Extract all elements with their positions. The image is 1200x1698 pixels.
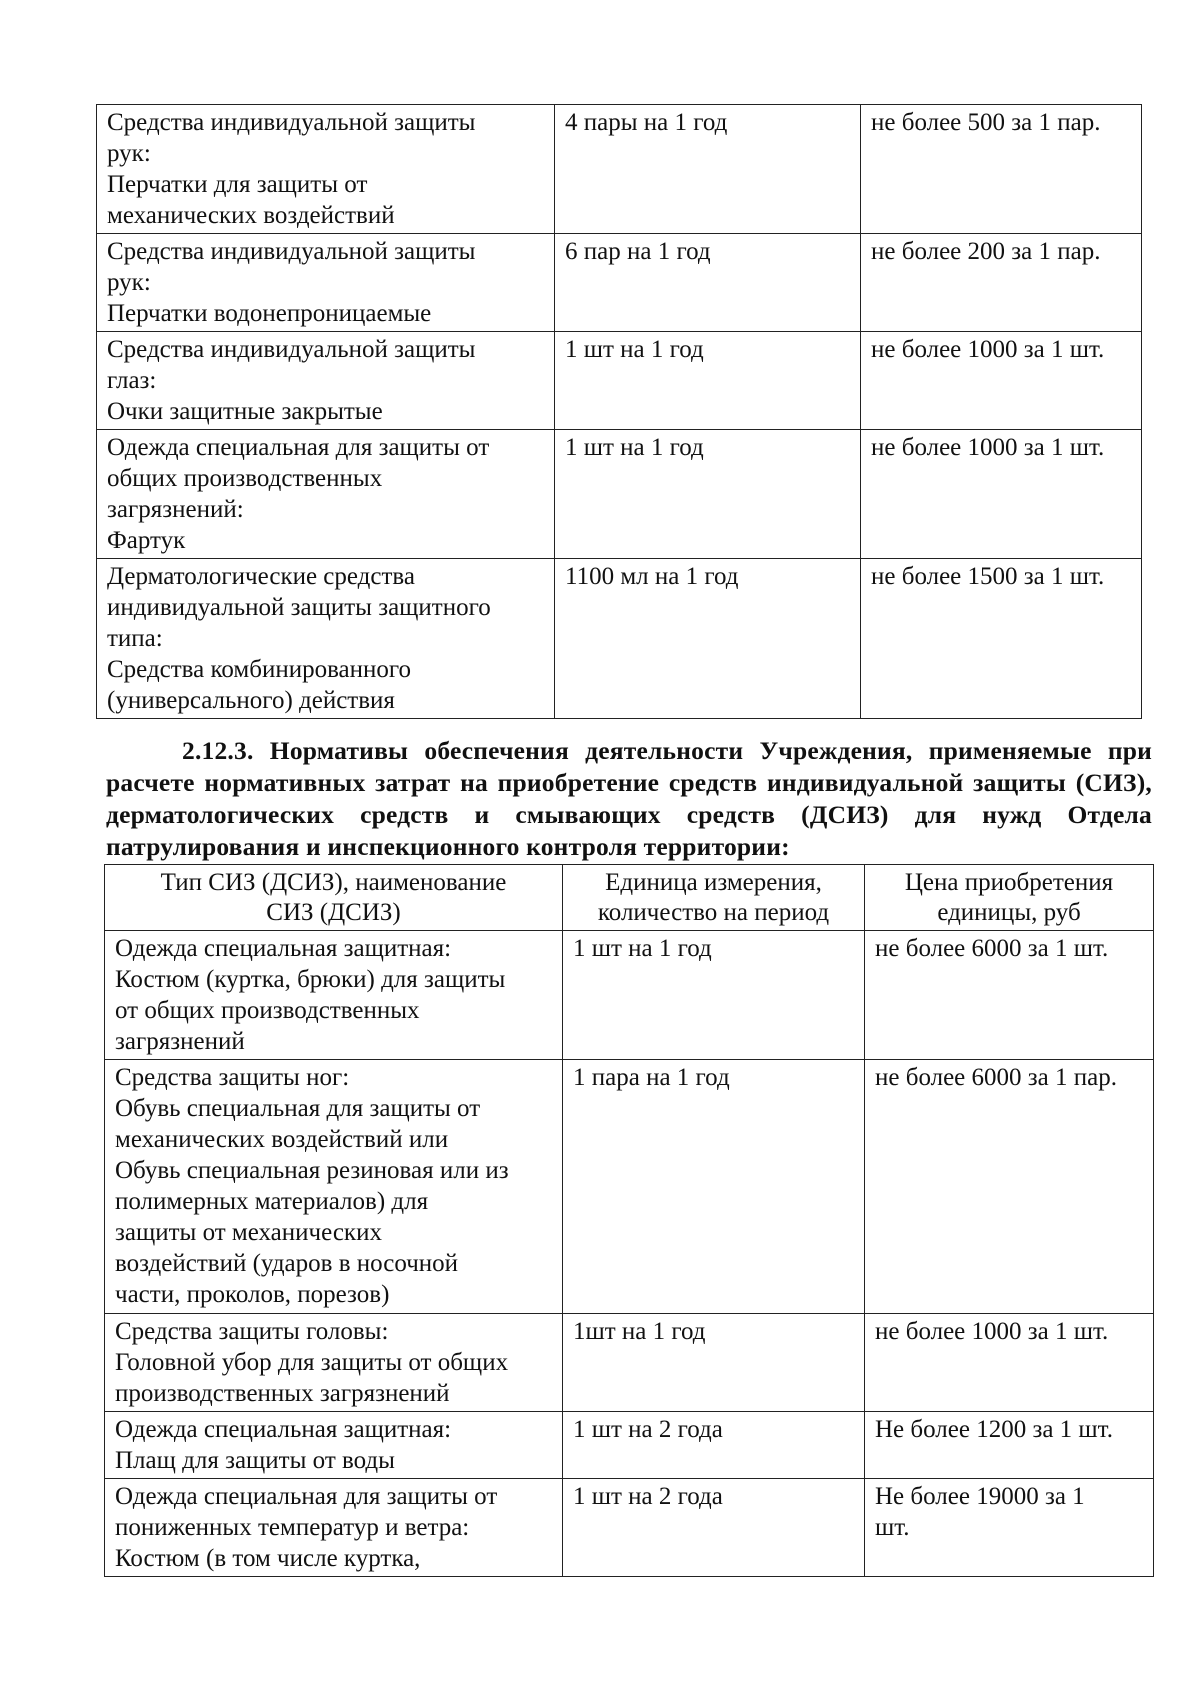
- cell-line: защиты от механических: [115, 1219, 382, 1246]
- price-cell: [865, 1479, 1154, 1577]
- cell-line: Перчатки для защиты от: [107, 171, 368, 198]
- price-cell: не более 500 за 1 пар.: [861, 105, 1142, 234]
- siz-type-cell: [97, 332, 555, 430]
- section-number: 2.12.3.: [182, 736, 254, 765]
- cell-line: загрязнений: [115, 1028, 245, 1055]
- cell-line: рук:: [107, 140, 151, 167]
- quantity-cell: 1 шт на 1 год: [555, 430, 861, 559]
- cell-line: Плащ для защиты от воды: [115, 1447, 395, 1474]
- header-line: Единица измерения,: [605, 868, 822, 896]
- quantity-cell: 1 шт на 2 года: [563, 1479, 865, 1577]
- table-row: [97, 559, 1142, 719]
- siz-norms-table: [104, 864, 1154, 1577]
- table-row: [105, 1314, 1154, 1412]
- table-row: [97, 105, 1142, 234]
- cell-line: Дерматологические средства: [107, 563, 415, 590]
- quantity-cell: 4 пары на 1 год: [555, 105, 861, 234]
- table-row: [105, 1479, 1154, 1577]
- cell-line: пониженных температур и ветра:: [115, 1514, 470, 1541]
- siz-type-cell: [97, 430, 555, 559]
- cell-line: Обувь специальная для защиты от: [115, 1095, 481, 1122]
- cell-line: общих производственных: [107, 465, 383, 492]
- table-row: [105, 1412, 1154, 1479]
- cell-line: Не более 19000 за 1: [875, 1483, 1085, 1510]
- cell-line: Одежда специальная для защиты от: [107, 434, 490, 461]
- quantity-cell: 1100 мл на 1 год: [555, 559, 861, 719]
- cell-line: Перчатки водонепроницаемые: [107, 300, 432, 327]
- price-cell: не более 1000 за 1 шт.: [865, 1314, 1154, 1412]
- header-line: Цена приобретения: [904, 868, 1114, 896]
- section-heading: [106, 735, 1152, 863]
- price-cell: не более 1500 за 1 шт.: [861, 559, 1142, 719]
- table-row: [97, 430, 1142, 559]
- quantity-cell: 1 шт на 1 год: [555, 332, 861, 430]
- cell-line: механических воздействий: [107, 202, 395, 229]
- price-cell: не более 1000 за 1 шт.: [861, 332, 1142, 430]
- cell-line: Очки защитные закрытые: [107, 398, 383, 425]
- siz-type-cell: [105, 1412, 563, 1479]
- quantity-cell: 1шт на 1 год: [563, 1314, 865, 1412]
- cell-line: (универсального) действия: [107, 687, 395, 714]
- cell-line: Средства индивидуальной защиты: [107, 238, 476, 265]
- price-cell: не более 6000 за 1 пар.: [865, 1060, 1154, 1314]
- table-row: [105, 931, 1154, 1060]
- quantity-cell: 1 шт на 2 года: [563, 1412, 865, 1479]
- siz-type-cell: [97, 559, 555, 719]
- price-cell: не более 200 за 1 пар.: [861, 234, 1142, 332]
- header-line: количество на период: [597, 898, 830, 926]
- header-siz-type: [105, 865, 563, 931]
- cell-line: Средства индивидуальной защиты: [107, 109, 476, 136]
- price-cell: не более 6000 за 1 шт.: [865, 931, 1154, 1060]
- cell-line: рук:: [107, 269, 151, 296]
- table-row: [97, 234, 1142, 332]
- cell-line: производственных загрязнений: [115, 1380, 450, 1407]
- cell-line: части, проколов, порезов): [115, 1281, 390, 1308]
- cell-line: Костюм (куртка, брюки) для защиты: [115, 966, 506, 993]
- siz-type-cell: [105, 1479, 563, 1577]
- cell-line: Костюм (в том числе куртка,: [115, 1545, 421, 1572]
- price-cell: не более 1000 за 1 шт.: [861, 430, 1142, 559]
- cell-line: типа:: [107, 625, 163, 652]
- cell-line: механических воздействий или: [115, 1126, 449, 1153]
- cell-line: Обувь специальная резиновая или из: [115, 1157, 509, 1184]
- header-unit: [563, 865, 865, 931]
- table-header-row: [105, 865, 1154, 931]
- quantity-cell: 6 пар на 1 год: [555, 234, 861, 332]
- cell-line: Одежда специальная для защиты от: [115, 1483, 498, 1510]
- siz-table-continued: [96, 104, 1142, 719]
- header-line: Тип СИЗ (ДСИЗ), наименование: [160, 868, 507, 896]
- header-price: [865, 865, 1154, 931]
- cell-line: Одежда специальная защитная:: [115, 935, 452, 962]
- siz-type-cell: [97, 234, 555, 332]
- cell-line: Одежда специальная защитная:: [115, 1416, 452, 1443]
- cell-line: Средства индивидуальной защиты: [107, 336, 476, 363]
- cell-line: Средства комбинированного: [107, 656, 412, 683]
- cell-line: от общих производственных: [115, 997, 420, 1024]
- section-heading-text: Нормативы обеспечения деятельности Учреждения, применяемые при расчете нормативных затрат на приобретение средств индивидуальной защиты (СИЗ), дерматологических средств и смывающих средств (ДСИЗ) для нужд Отдела патрулирования и инспекционного контроля территории:: [106, 736, 1153, 861]
- table-row: [105, 1060, 1154, 1314]
- cell-line: Средства защиты головы:: [115, 1318, 389, 1345]
- cell-line: полимерных материалов) для: [115, 1188, 429, 1215]
- price-cell: Не более 1200 за 1 шт.: [865, 1412, 1154, 1479]
- header-line: СИЗ (ДСИЗ): [266, 898, 401, 926]
- cell-line: шт.: [875, 1514, 910, 1541]
- header-line: единицы, руб: [937, 898, 1081, 926]
- cell-line: глаз:: [107, 367, 157, 394]
- siz-type-cell: [105, 1060, 563, 1314]
- siz-type-cell: [97, 105, 555, 234]
- cell-line: индивидуальной защиты защитного: [107, 594, 491, 621]
- siz-type-cell: [105, 1314, 563, 1412]
- cell-line: Головной убор для защиты от общих: [115, 1349, 509, 1376]
- quantity-cell: 1 шт на 1 год: [563, 931, 865, 1060]
- table-row: [97, 332, 1142, 430]
- cell-line: Фартук: [107, 527, 186, 554]
- cell-line: загрязнений:: [107, 496, 244, 523]
- cell-line: Средства защиты ног:: [115, 1064, 350, 1091]
- cell-line: воздействий (ударов в носочной: [115, 1250, 459, 1277]
- siz-type-cell: [105, 931, 563, 1060]
- quantity-cell: 1 пара на 1 год: [563, 1060, 865, 1314]
